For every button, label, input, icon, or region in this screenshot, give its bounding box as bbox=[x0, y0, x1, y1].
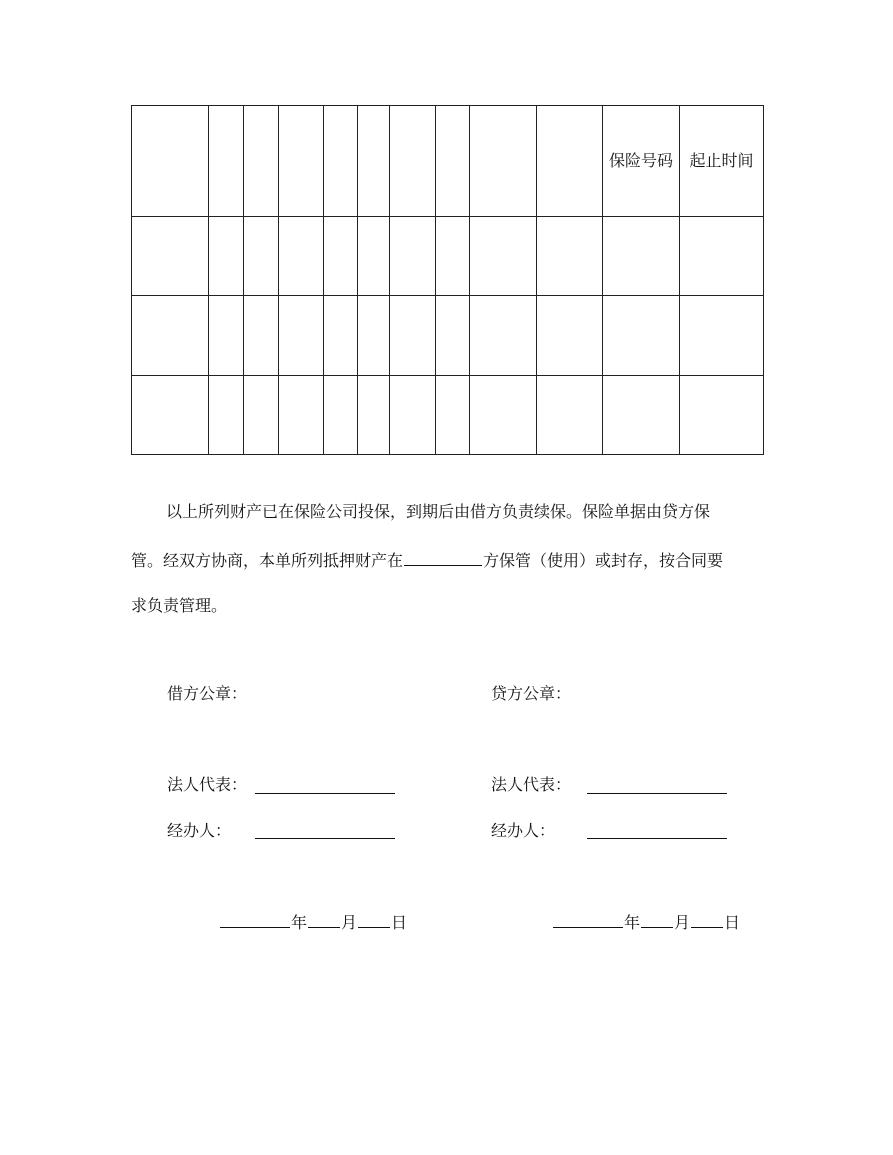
header-insurance-number: 保险号码 bbox=[603, 106, 680, 217]
table-cell bbox=[132, 106, 209, 217]
table-cell bbox=[358, 296, 390, 376]
table-cell bbox=[436, 296, 470, 376]
table-cell bbox=[209, 376, 244, 455]
header-start-end-time: 起止时间 bbox=[680, 106, 764, 217]
table-row bbox=[132, 376, 764, 455]
table-cell bbox=[470, 106, 537, 217]
table-cell bbox=[603, 296, 680, 376]
table-cell bbox=[132, 376, 209, 455]
table-cell bbox=[358, 217, 390, 296]
month-blank bbox=[308, 911, 340, 928]
table-cell bbox=[244, 376, 279, 455]
body-line-1: 以上所列财产已在保险公司投保，到期后由借方负责续保。保险单据由贷方保 bbox=[166, 502, 711, 521]
table-cell bbox=[680, 296, 764, 376]
table-cell bbox=[537, 106, 603, 217]
table-cell bbox=[470, 217, 537, 296]
table-cell bbox=[244, 296, 279, 376]
table-cell bbox=[603, 376, 680, 455]
body-line-2 bbox=[131, 549, 771, 571]
borrower-seal-label: 借方公章： bbox=[167, 684, 248, 703]
table-cell bbox=[132, 217, 209, 296]
table-cell bbox=[537, 296, 603, 376]
table-cell bbox=[436, 106, 470, 217]
table-cell bbox=[680, 217, 764, 296]
borrower-handler-line bbox=[255, 838, 395, 839]
lender-legal-rep-line bbox=[587, 793, 727, 794]
table-cell bbox=[603, 217, 680, 296]
year-blank bbox=[553, 911, 623, 928]
borrower-legal-rep-line bbox=[255, 793, 395, 794]
day-label: 日 bbox=[724, 913, 741, 932]
day-label: 日 bbox=[391, 913, 408, 932]
borrower-legal-rep-label: 法人代表： bbox=[167, 775, 248, 794]
table-cell bbox=[390, 376, 436, 455]
table-cell bbox=[358, 376, 390, 455]
borrower-handler-label: 经办人： bbox=[167, 821, 232, 840]
table-cell bbox=[279, 376, 324, 455]
lender-handler-label: 经办人： bbox=[491, 821, 556, 840]
table-cell bbox=[537, 376, 603, 455]
table-cell bbox=[209, 296, 244, 376]
lender-legal-rep-label: 法人代表： bbox=[491, 775, 572, 794]
table-cell bbox=[390, 106, 436, 217]
month-blank bbox=[641, 911, 673, 928]
month-label: 月 bbox=[674, 913, 691, 932]
day-blank bbox=[358, 911, 390, 928]
day-blank bbox=[691, 911, 723, 928]
lender-seal-label: 贷方公章： bbox=[491, 684, 572, 703]
table-row bbox=[132, 296, 764, 376]
body-line-3: 求负责管理。 bbox=[131, 596, 228, 615]
table-cell bbox=[470, 376, 537, 455]
lender-handler-line bbox=[587, 838, 727, 839]
body-line-2-after: 方保管（使用）或封存，按合同要 bbox=[483, 551, 724, 570]
year-blank bbox=[220, 911, 290, 928]
year-label: 年 bbox=[624, 913, 641, 932]
table-cell bbox=[436, 217, 470, 296]
lender-date bbox=[552, 911, 740, 933]
table-cell bbox=[390, 217, 436, 296]
table-cell bbox=[324, 296, 358, 376]
insurance-table bbox=[131, 105, 764, 455]
year-label: 年 bbox=[291, 913, 308, 932]
custodian-blank bbox=[404, 549, 482, 566]
table-cell bbox=[279, 106, 324, 217]
table-cell bbox=[244, 217, 279, 296]
table-cell bbox=[244, 106, 279, 217]
table-cell bbox=[324, 376, 358, 455]
table-cell bbox=[390, 296, 436, 376]
month-label: 月 bbox=[341, 913, 358, 932]
table-cell bbox=[324, 106, 358, 217]
table-cell bbox=[209, 106, 244, 217]
table-cell bbox=[324, 217, 358, 296]
table-cell bbox=[132, 296, 209, 376]
table-cell bbox=[470, 296, 537, 376]
table-cell bbox=[680, 376, 764, 455]
table-cell bbox=[537, 217, 603, 296]
table-cell bbox=[358, 106, 390, 217]
body-line-2-before: 管。经双方协商，本单所列抵押财产在 bbox=[131, 551, 404, 570]
table-cell bbox=[436, 376, 470, 455]
table-cell bbox=[279, 296, 324, 376]
borrower-date bbox=[219, 911, 407, 933]
table-header-row bbox=[132, 106, 764, 217]
table-cell bbox=[279, 217, 324, 296]
table-cell bbox=[209, 217, 244, 296]
table-row bbox=[132, 217, 764, 296]
